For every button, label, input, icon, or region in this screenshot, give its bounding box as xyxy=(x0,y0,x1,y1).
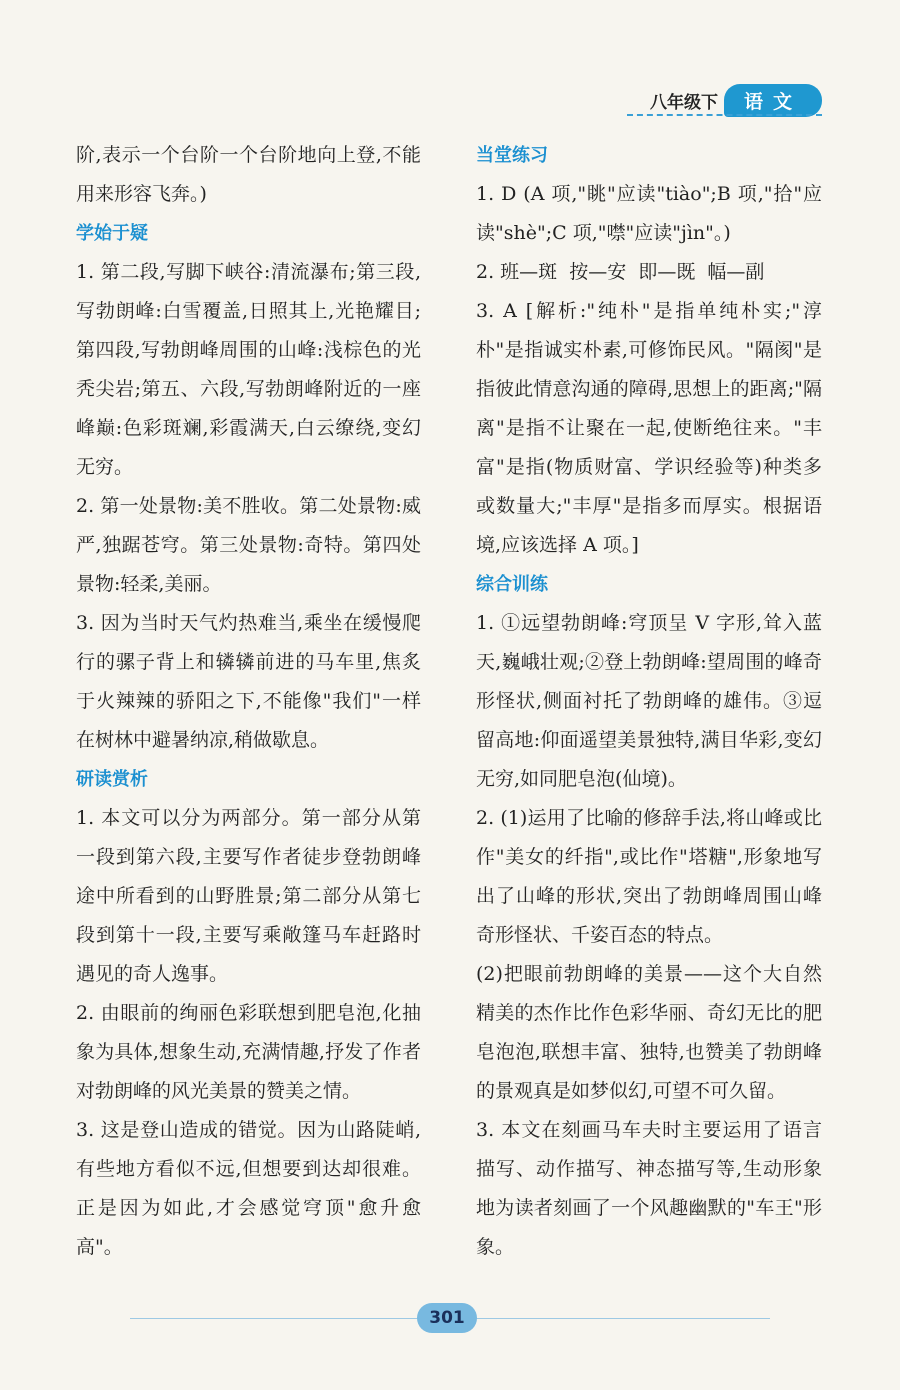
answer-paragraph: 2. 由眼前的绚丽色彩联想到肥皂泡,化抽象为具体,想象生动,充满情趣,抒发了作者对勃朗峰的风光美景的赞美之情。 xyxy=(76,1002,421,1102)
section-heading: 综合训练 xyxy=(476,574,548,595)
answer-paragraph: 2. 第一处景物:美不胜收。第二处景物:威严,独踞苍穹。第三处景物:奇特。第四处景物:轻柔,美丽。 xyxy=(76,495,421,595)
answer-paragraph: 1. 本文可以分为两部分。第一部分从第一段到第六段,主要写作者徒步登勃朗峰途中所看到的山野胜景;第二部分从第七段到第十一段,主要写乘敞篷马车赶路时遇见的奇人逸事。 xyxy=(76,807,421,985)
left-column xyxy=(76,136,421,1267)
answer-paragraph: 1. ①远望勃朗峰:穹顶呈 V 字形,耸入蓝天,巍峨壮观;②登上勃朗峰:望周围的峰奇形怪状,侧面衬托了勃朗峰的雄伟。③逗留高地:仰面遥望美景独特,满目华彩,变幻无穷,如同肥皂泡(仙境)。 xyxy=(476,612,822,790)
answer-paragraph: 3. 这是登山造成的错觉。因为山路陡峭,有些地方看似不远,但想要到达却很难。正是因为如此,才会感觉穹顶"愈升愈高"。 xyxy=(76,1119,421,1258)
section-heading: 当堂练习 xyxy=(476,145,548,166)
section-heading: 学始于疑 xyxy=(76,223,148,244)
right-column xyxy=(476,136,822,1267)
answer-paragraph: 阶,表示一个台阶一个台阶地向上登,不能用来形容飞奔。) xyxy=(76,144,421,205)
header-divider xyxy=(627,114,822,116)
page-number: 301 xyxy=(417,1303,477,1333)
answer-paragraph: 2. 班—斑 按—安 即—既 幅—副 xyxy=(476,261,765,283)
section-heading: 研读赏析 xyxy=(76,769,148,790)
page-header xyxy=(650,84,822,117)
answer-paragraph: 3. 因为当时天气灼热难当,乘坐在缓慢爬行的骡子背上和辚辚前进的马车里,焦炙于火辣辣的骄阳之下,不能像"我们"一样在树林中避暑纳凉,稍做歇息。 xyxy=(76,612,421,751)
answer-paragraph: 2. (1)运用了比喻的修辞手法,将山峰或比作"美女的纤指",或比作"塔糖",形象地写出了山峰的形状,突出了勃朗峰周围山峰奇形怪状、千姿百态的特点。 xyxy=(476,807,822,946)
subject-badge: 语文 xyxy=(724,84,822,117)
answer-paragraph: 1. D (A 项,"眺"应读"tiào";B 项,"拾"应读"shè";C 项,"噤"应读"jìn"。) xyxy=(476,183,822,244)
answer-paragraph: (2)把眼前勃朗峰的美景——这个大自然精美的杰作比作色彩华丽、奇幻无比的肥皂泡泡,联想丰富、独特,也赞美了勃朗峰的景观真是如梦似幻,可望不可久留。 xyxy=(476,963,822,1102)
answer-paragraph: 3. 本文在刻画马车夫时主要运用了语言描写、动作描写、神态描写等,生动形象地为读者刻画了一个风趣幽默的"车王"形象。 xyxy=(476,1119,822,1258)
answer-paragraph: 1. 第二段,写脚下峡谷:清流瀑布;第三段,写勃朗峰:白雪覆盖,日照其上,光艳耀目;第四段,写勃朗峰周围的山峰:浅棕色的光秃尖岩;第五、六段,写勃朗峰附近的一座峰巅:色彩斑斓,彩霞满天,白云缭绕,变幻无穷。 xyxy=(76,261,421,478)
grade-label: 八年级下 xyxy=(649,93,718,113)
answer-paragraph: 3. A [解析:"纯朴"是指单纯朴实;"淳朴"是指诚实朴素,可修饰民风。"隔阂"是指彼此情意沟通的障碍,思想上的距离;"隔离"是指不让聚在一起,使断绝往来。"丰富"是指(物质财富、学识经验等)种类多或数量大;"丰厚"是指多而厚实。根据语境,应该选择 A 项。] xyxy=(476,300,822,556)
